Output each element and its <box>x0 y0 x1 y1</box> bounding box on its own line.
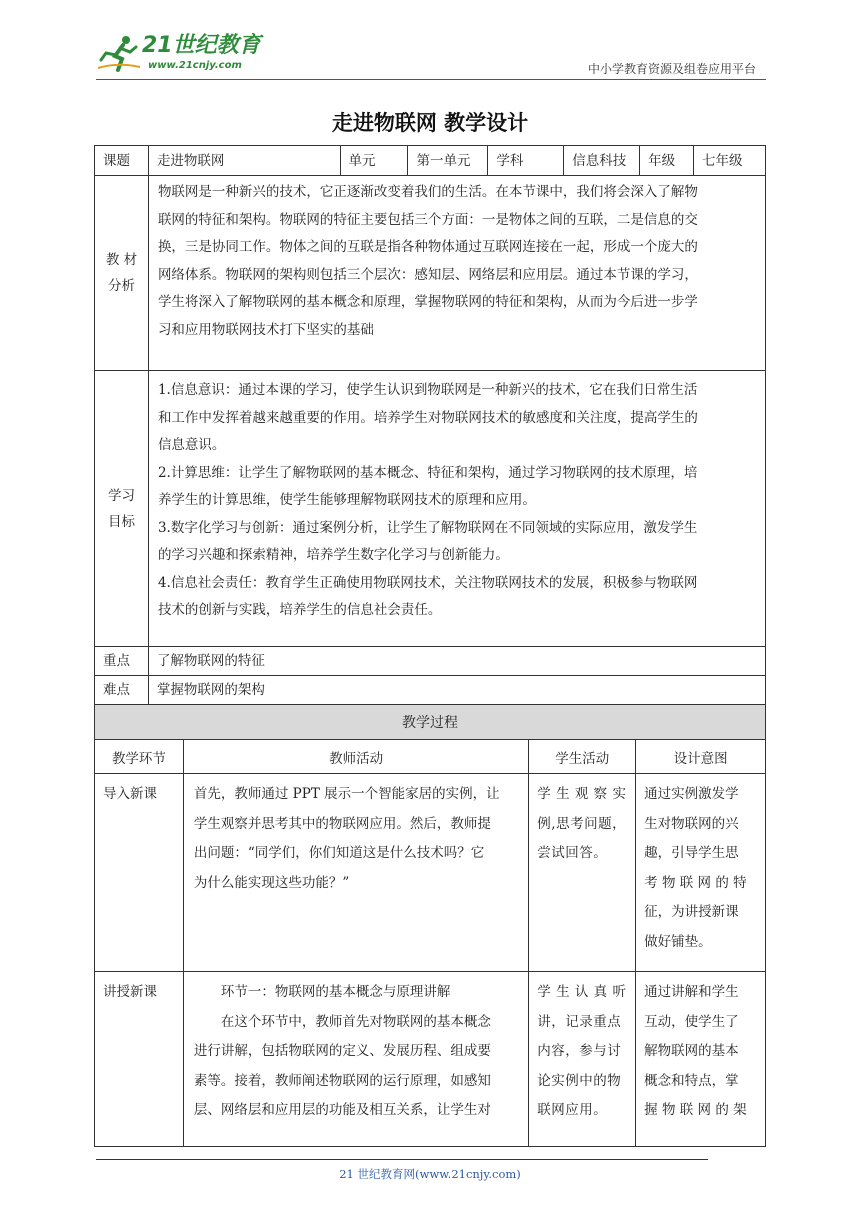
col-stage: 教学环节 <box>95 740 184 774</box>
runner-logo-icon <box>96 34 142 74</box>
col-teacher: 教师活动 <box>183 740 528 774</box>
goal-line: 3.数字化学习与创新：通过案例分析，让学生了解物联网在不同领域的实际应用，激发学生 <box>157 519 698 536</box>
logo-text: 21世纪教育 <box>142 33 261 58</box>
teacher-line: 为什么能实现这些功能？” <box>193 874 350 891</box>
footer-divider <box>96 1159 708 1160</box>
material-line: 网络体系。物联网的架构则包括三个层次：感知层、网络层和应用层。通过本节课的学习， <box>157 266 698 283</box>
design-intent <box>636 774 766 972</box>
student-line: 内容，参与讨 <box>537 1043 622 1059</box>
goal-line: 信息意识。 <box>157 437 226 453</box>
platform-name: 中小学教育资源及组卷应用平台 <box>587 62 756 76</box>
goal-line: 养学生的计算思维，使学生能够理解物联网技术的原理和应用。 <box>157 492 536 508</box>
goal-line: 2.计算思维：让学生了解物联网的基本概念、特征和架构，通过学习物联网的技术原理，培 <box>157 464 698 481</box>
teacher-line: 学生观察并思考其中的物联网应用。然后，教师提 <box>193 815 491 832</box>
material-label <box>95 176 149 371</box>
intent-line: 考 物 联 网 的 特 <box>644 874 747 891</box>
unit-label: 单元 <box>340 146 408 176</box>
goal-line: 4.信息社会责任：教育学生正确使用物联网技术，关注物联网技术的发展，积极参与物联网 <box>157 574 698 591</box>
table-row <box>95 774 766 972</box>
material-label-line1: 教 材 <box>105 252 138 268</box>
course-value: 走进物联网 <box>148 146 340 176</box>
grade-label: 年级 <box>640 146 694 176</box>
page-title: 走进物联网 教学设计 <box>331 111 529 135</box>
teacher-line: 层、网络层和应用层的功能及相互关系，让学生对 <box>193 1102 491 1118</box>
teacher-line: 在这个环节中，教师首先对物联网的基本概念 <box>220 1013 491 1030</box>
table-row <box>95 972 766 1147</box>
goals-label-line1: 学习 <box>107 487 135 504</box>
teacher-activity <box>183 972 528 1147</box>
learning-goals <box>148 371 765 647</box>
key-point-value: 了解物联网的特征 <box>148 647 765 676</box>
student-line: 讲，记录重点 <box>537 1013 622 1030</box>
goals-label-line2: 目标 <box>107 513 135 530</box>
unit-value: 第一单元 <box>408 146 488 176</box>
teacher-line: 环节一：物联网的基本概念与原理讲解 <box>220 984 451 1000</box>
student-line: 尝试回答。 <box>537 845 608 861</box>
teacher-line: 出问题：“同学们，你们知道这是什么技术吗？它 <box>193 845 485 861</box>
intent-line: 互动，使学生了 <box>644 1013 739 1030</box>
student-line: 论实例中的物 <box>537 1072 622 1089</box>
material-line: 联网的特征和架构。物联网的特征主要包括三个方面：一是物体之间的互联，二是信息的交 <box>157 211 698 228</box>
goal-line: 的学习兴趣和探索精神，培养学生数字化学习与创新能力。 <box>157 547 509 563</box>
intent-line: 通过讲解和学生 <box>644 984 739 1000</box>
student-line: 学 生 观 察 实 <box>537 786 627 802</box>
student-line: 学 生 认 真 听 <box>537 984 627 1000</box>
goal-line: 技术的创新与实践，培养学生的信息社会责任。 <box>157 602 442 618</box>
intent-line: 趣，引导学生思 <box>644 845 739 861</box>
footer-link[interactable]: 21 世纪教育网(www.21cnjy.com) <box>339 1167 521 1181</box>
teacher-activity <box>183 774 528 972</box>
teacher-line: 素等。接着，教师阐述物联网的运行原理，如感知 <box>193 1072 491 1089</box>
material-line: 换，三是协同工作。物体之间的互联是指各种物体通过互联网连接在一起，形成一个庞大的 <box>157 239 698 255</box>
goal-line: 和工作中发挥着越来越重要的作用。培养学生对物联网技术的敏感度和关注度，提高学生的 <box>157 409 698 426</box>
teacher-line: 进行讲解，包括物联网的定义、发展历程、组成要 <box>193 1043 491 1059</box>
stage-cell: 讲授新课 <box>95 972 184 1147</box>
material-label-line2: 分析 <box>107 278 135 294</box>
intent-line: 做好铺垫。 <box>644 933 712 950</box>
student-line: 例,思考问题， <box>537 815 627 832</box>
intent-line: 解物联网的基本 <box>644 1043 739 1059</box>
material-line: 物联网是一种新兴的技术，它正逐渐改变着我们的生活。在本节课中，我们将会深入了解物 <box>157 184 698 200</box>
process-heading: 教学过程 <box>95 705 766 740</box>
subject-value: 信息科技 <box>564 146 640 176</box>
stage-cell: 导入新课 <box>95 774 184 972</box>
student-activity <box>529 972 636 1147</box>
design-intent <box>636 972 766 1147</box>
intent-line: 生对物联网的兴 <box>644 815 739 832</box>
key-point-label: 重点 <box>95 647 149 676</box>
intent-line: 概念和特点，掌 <box>644 1072 739 1089</box>
col-student: 学生活动 <box>529 740 636 774</box>
student-activity <box>529 774 636 972</box>
logo-url: www.21cnjy.com <box>148 60 242 71</box>
intent-line: 握 物 联 网 的 架 <box>644 1102 747 1118</box>
student-line: 联网应用。 <box>537 1102 608 1118</box>
goals-label <box>95 371 149 647</box>
info-table <box>94 145 766 705</box>
difficulty-label: 难点 <box>95 676 149 705</box>
difficulty-value: 掌握物联网的架构 <box>148 676 765 705</box>
teacher-line: 首先，教师通过 PPT 展示一个智能家居的实例，让 <box>193 786 500 802</box>
material-line: 学生将深入了解物联网的基本概念和原理，掌握物联网的特征和架构，从而为今后进一步学 <box>157 294 698 310</box>
process-table <box>94 704 766 1147</box>
intent-line: 征，为讲授新课 <box>644 904 739 920</box>
course-label: 课题 <box>95 146 149 176</box>
intent-line: 通过实例激发学 <box>644 786 739 802</box>
goal-line: 1.信息意识：通过本课的学习，使学生认识到物联网是一种新兴的技术，它在我们日常生活 <box>157 382 698 398</box>
page-header <box>96 30 766 82</box>
site-logo[interactable] <box>96 34 266 74</box>
col-intent: 设计意图 <box>636 740 766 774</box>
subject-label: 学科 <box>488 146 564 176</box>
material-line: 习和应用物联网技术打下坚实的基础 <box>157 321 374 338</box>
material-analysis <box>148 176 765 371</box>
grade-value: 七年级 <box>694 146 766 176</box>
header-divider <box>96 79 766 80</box>
